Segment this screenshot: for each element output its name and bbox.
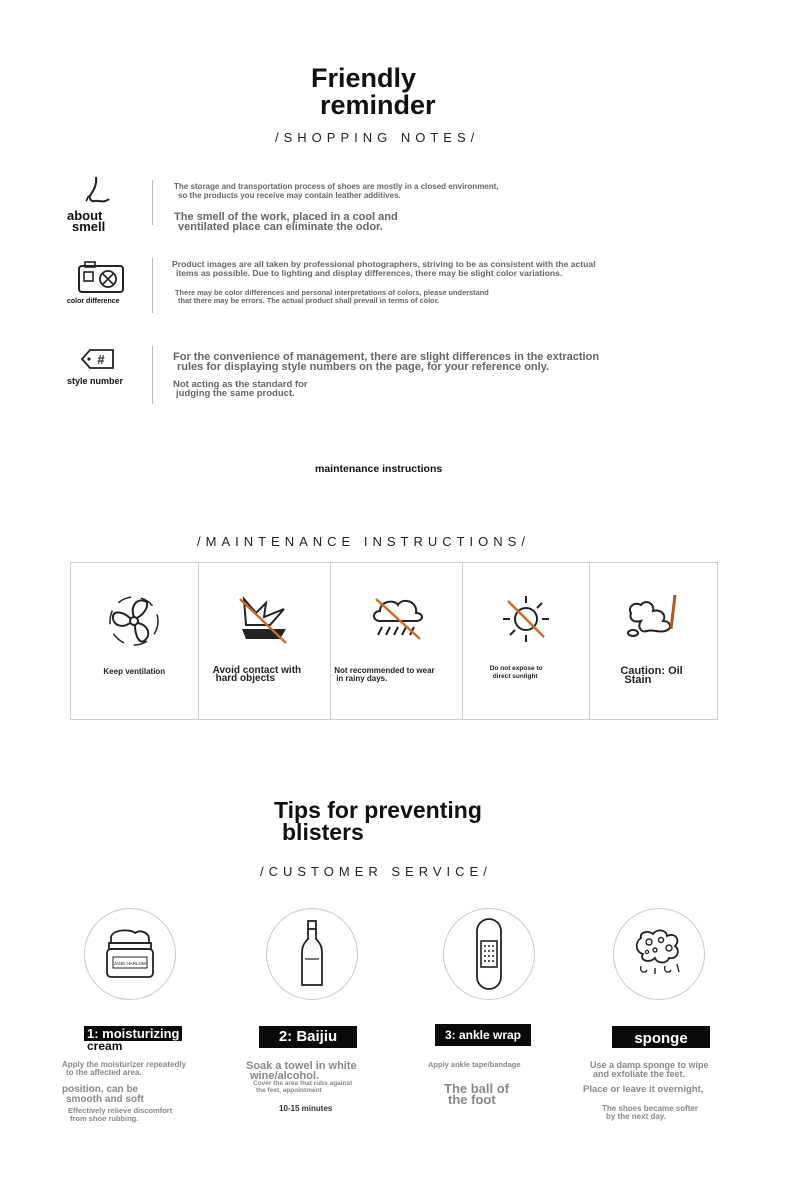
style-text-1-line-2: rules for displaying style numbers on the page, for your reference only. (177, 361, 550, 373)
tip-1-label-line-2: cream (87, 1039, 123, 1053)
divider (152, 258, 153, 313)
rain-label-line-1: Not recommended to wear (334, 666, 435, 675)
tip-4-text-1-line-2: and exfoliate the feet. (593, 1069, 686, 1079)
jar-label-text: JANE HARLOW (113, 961, 147, 966)
tip-1-label-line-1: 1: moisturizing (84, 1026, 182, 1041)
smell-text-1-line-2: so the products you receive may contain leather additives. (178, 191, 401, 200)
tip-3-text-2-line-1: The ball of (444, 1081, 509, 1096)
shopping-notes-subtitle: /SHOPPING NOTES/ (275, 130, 480, 145)
color-text-1-line-2: items as possible. Due to lighting and display differences, there may be slight color variations. (176, 268, 563, 278)
cream-jar-icon (103, 927, 157, 981)
style-text-2-line-2: judging the same product. (176, 388, 295, 399)
tip-icon-circle (266, 908, 358, 1000)
smell-label-line-2: smell (72, 219, 106, 234)
tip-1-text-2-line-2: smooth and soft (66, 1094, 144, 1105)
title-line-1: Friendly (311, 63, 417, 93)
svg-text:#: # (97, 352, 105, 367)
smell-text-2-line-1: The smell of the work, placed in a cool and (174, 211, 398, 223)
tip-2-text-2-line-1: Cover the area that rubs against (253, 1080, 353, 1087)
tip-2-text-3: 10-15 minutes (279, 1104, 333, 1113)
maintenance-item-ventilation (71, 563, 199, 719)
maintenance-item-sunlight (463, 563, 591, 719)
divider (152, 180, 153, 225)
tip-1-text-1-line-2: to the affected area. (66, 1068, 142, 1077)
tip-icon-circle (613, 908, 705, 1000)
oil-stain-label-line-1: Caution: Oil (620, 665, 683, 677)
fan-icon (106, 593, 162, 649)
tip-2-text-1-line-2: wine/alcohol. (250, 1070, 320, 1082)
tip-3-text-1: Apply ankle tape/bandage (428, 1060, 521, 1069)
tip-3-text-2-line-2: the foot (448, 1092, 496, 1107)
no-rain-icon (368, 593, 426, 643)
oil-stain-icon (623, 593, 685, 641)
tip-icon-circle (443, 908, 535, 1000)
blister-title-line-2: blisters (282, 819, 364, 845)
sunlight-label-line-1: Do not expose to (489, 665, 543, 672)
tip-4-label: sponge (612, 1026, 710, 1048)
color-text-2-line-2: that there may be errors. The actual product shall prevail in terms of color. (178, 296, 440, 305)
camera-icon (77, 260, 125, 299)
smell-label-line-1: about (67, 208, 103, 223)
maintenance-item-oil-stain (590, 563, 717, 719)
rain-label-line-2: in rainy days. (336, 674, 388, 683)
style-text-1-line-1: For the convenience of management, there are slight differences in the extraction (173, 351, 600, 363)
maintenance-subtitle: /MAINTENANCE INSTRUCTIONS/ (197, 534, 530, 549)
ventilation-label: Keep ventilation (103, 667, 166, 676)
tip-2-text-1-line-1: Soak a towel in white (246, 1060, 357, 1072)
style-text-2-line-1: Not acting as the standard for (173, 379, 308, 390)
blister-title-line-1: Tips for preventing (274, 797, 482, 823)
tip-1-text-3-line-2: from shoe rubbing. (70, 1114, 139, 1123)
tip-1-text-2-line-1: position, can be (62, 1084, 139, 1095)
oil-stain-label-line-2: Stain (624, 674, 652, 686)
maintenance-item-hard-objects (199, 563, 332, 719)
divider (152, 346, 153, 404)
tip-3-label: 3: ankle wrap (435, 1024, 531, 1046)
no-sun-icon (500, 593, 552, 645)
bandage-icon (475, 917, 503, 991)
title-line-2: reminder (320, 90, 436, 120)
color-label: color difference (67, 298, 120, 305)
sponge-icon (631, 928, 687, 980)
sunlight-label-line-2: direct sunlight (492, 673, 538, 680)
tip-4-text-2: Place or leave it overnight, (583, 1084, 704, 1095)
nose-icon (82, 175, 116, 210)
maintenance-heading: maintenance instructions (315, 463, 443, 475)
tip-2-text-2-line-2: the feet, appointment (256, 1087, 322, 1094)
tip-1-text-1-line-1: Apply the moisturizer repeatedly (62, 1060, 187, 1069)
hard-objects-label-line-2: hard objects (215, 673, 276, 684)
smell-text-1-line-1: The storage and transportation process of shoes are mostly in a closed environment, (174, 182, 499, 191)
hard-objects-label-line-1: Avoid contact with (212, 665, 302, 676)
no-hard-objects-icon (234, 593, 294, 647)
color-text-2-line-1: There may be color differences and personal interpretations of colors, please understand (175, 288, 489, 297)
customer-service-subtitle: /CUSTOMER SERVICE/ (260, 864, 492, 879)
tip-1-text-3-line-1: Effectively relieve discomfort (68, 1106, 173, 1115)
maintenance-item-rain (331, 563, 463, 719)
bottle-icon (299, 919, 325, 989)
tip-4-text-3-line-1: The shoes became softer (602, 1104, 699, 1113)
tip-2-label: 2: Baijiu (259, 1026, 357, 1048)
style-label: style number (67, 376, 124, 386)
color-text-1-line-1: Product images are all taken by professional photographers, striving to be as consistent with the actual (172, 259, 596, 269)
maintenance-grid (70, 562, 718, 720)
tip-4-text-1-line-1: Use a damp sponge to wipe (590, 1060, 709, 1070)
tip-4-text-3-line-2: by the next day. (606, 1112, 666, 1121)
smell-text-2-line-2: ventilated place can eliminate the odor. (178, 221, 383, 233)
tip-icon-circle (84, 908, 176, 1000)
price-tag-icon (80, 347, 116, 376)
